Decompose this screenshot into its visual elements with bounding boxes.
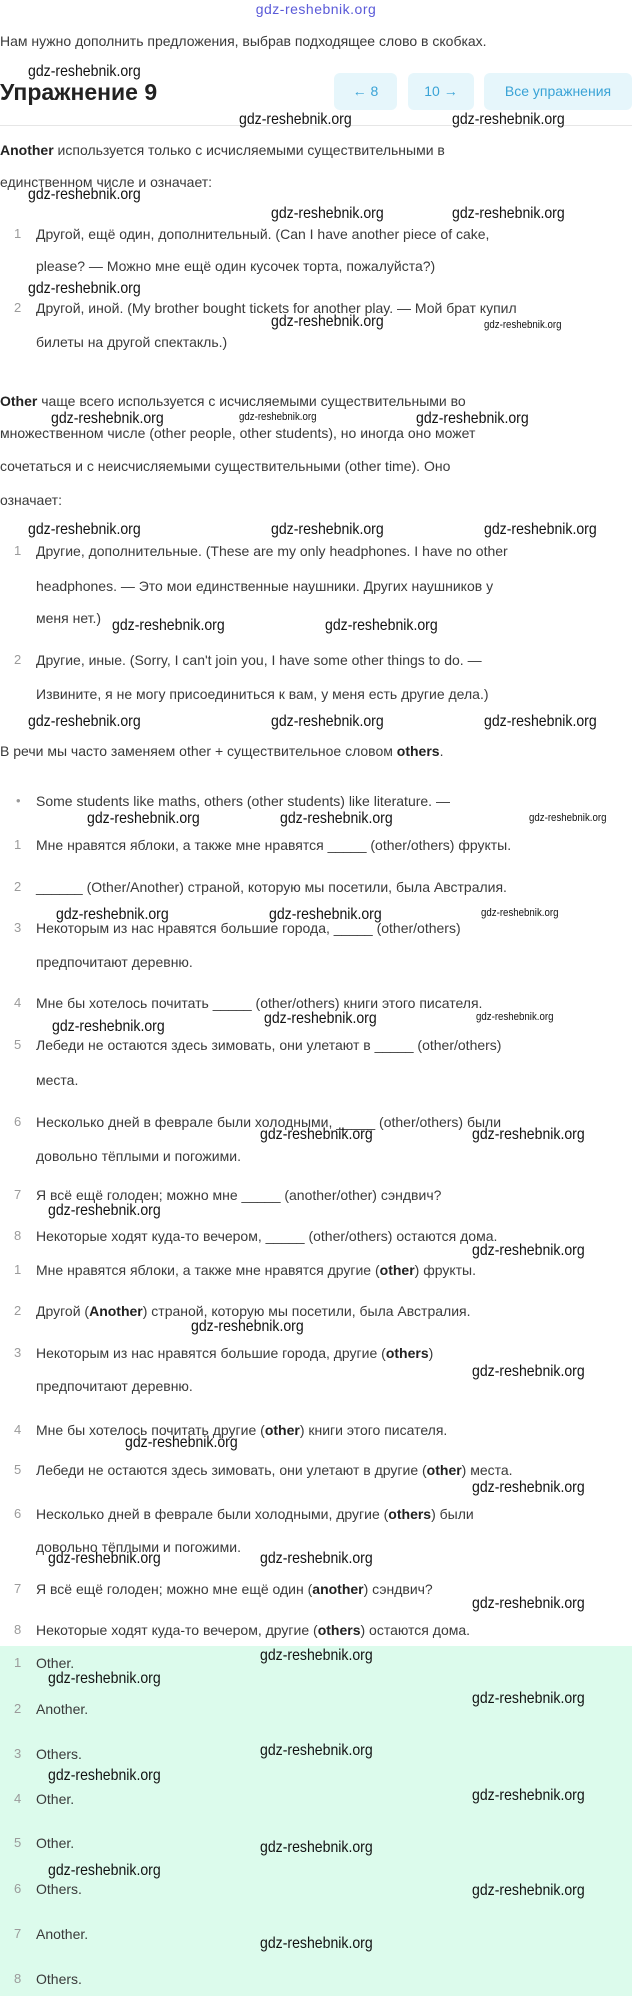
text-segment: довольно тёплыми и погожими. [36, 1148, 241, 1164]
watermark: gdz-reshebnik.org [472, 1479, 585, 1496]
watermark: gdz-reshebnik.org [48, 1550, 161, 1567]
bold-term: other [379, 1262, 415, 1278]
text-segment: меня нет.) [36, 610, 102, 626]
list-item-line [36, 1925, 88, 1943]
item-number: 7 [14, 1926, 22, 1941]
watermark: gdz-reshebnik.org [48, 1202, 161, 1219]
text-segment: please? — Можно мне ещё один кусочек торта, пожалуйста?) [36, 258, 436, 274]
list-item-line [36, 1790, 74, 1808]
watermark: gdz-reshebnik.org [271, 205, 384, 222]
list-item-line [36, 994, 482, 1012]
item-number: 8 [14, 1622, 22, 1637]
task-intro: Нам нужно дополнить предложения, выбрав подходящее слово в скобках. [0, 33, 487, 49]
list-item-line [36, 1745, 82, 1763]
watermark: gdz-reshebnik.org [239, 411, 317, 423]
item-number: 8 [14, 1971, 22, 1986]
text-segment: ) страной, которую мы посетили, была Австралия. [142, 1303, 471, 1319]
prev-exercise-button[interactable]: ← 8 [334, 73, 397, 110]
item-number: 2 [14, 1303, 22, 1318]
text-segment: Мне бы хотелось почитать _____ (other/others) книги этого писателя. [36, 995, 483, 1011]
text-segment: билеты на другой спектакль.) [36, 334, 228, 350]
watermark: gdz-reshebnik.org [476, 1011, 554, 1023]
text-segment: Другой, иной. (My brother bought tickets for another play. — Мой брат купил [36, 300, 517, 316]
text-segment: Лебеди не остаются здесь зимовать, они улетают в другие ( [36, 1462, 427, 1478]
watermark: gdz-reshebnik.org [280, 810, 393, 827]
paragraph-line [0, 392, 466, 410]
bullet: • [16, 793, 21, 808]
item-number: 5 [14, 1835, 22, 1850]
watermark: gdz-reshebnik.org [264, 1010, 377, 1027]
watermark: gdz-reshebnik.org [260, 1126, 373, 1143]
text-segment: Мне нравятся яблоки, а также мне нравятся другие ( [36, 1262, 380, 1278]
watermark: gdz-reshebnik.org [452, 111, 565, 128]
text-segment: Я всё ещё голоден; можно мне _____ (another/other) сэндвич? [36, 1187, 442, 1203]
watermark: gdz-reshebnik.org [472, 1242, 585, 1259]
watermark: gdz-reshebnik.org [48, 1767, 161, 1784]
text-segment: ) сэндвич? [363, 1581, 433, 1597]
item-number: 6 [14, 1114, 22, 1129]
text-segment: ______ (Other/Another) страной, которую мы посетили, была Австралия. [36, 879, 507, 895]
paragraph-line [0, 141, 445, 159]
text-segment: используется только с исчисляемыми существительными в [53, 142, 445, 158]
bold-term: Another [0, 142, 54, 158]
text-segment: Other. [36, 1655, 75, 1671]
watermark: gdz-reshebnik.org [271, 521, 384, 538]
list-item-line [36, 1700, 88, 1718]
watermark: gdz-reshebnik.org [472, 1787, 585, 1804]
watermark: gdz-reshebnik.org [56, 906, 169, 923]
watermark: gdz-reshebnik.org [481, 907, 559, 919]
text-segment: Другие, дополнительные. (These are my only headphones. I have no other [36, 543, 508, 559]
item-number: 1 [14, 226, 22, 241]
watermark: gdz-reshebnik.org [48, 1862, 161, 1879]
list-item-line [36, 878, 507, 896]
text-segment: довольно тёплыми и погожими. [36, 1539, 241, 1555]
watermark: gdz-reshebnik.org [239, 111, 352, 128]
watermark: gdz-reshebnik.org [271, 713, 384, 730]
list-item-line [36, 651, 482, 669]
list-item-line [36, 685, 489, 703]
text-segment: Некоторым из нас нравятся большие города, _____ (other/others) [36, 920, 461, 936]
paragraph-line [0, 491, 62, 509]
text-segment: ) [428, 1345, 434, 1361]
watermark: gdz-reshebnik.org [28, 521, 141, 538]
list-item-line [36, 609, 101, 627]
watermark: gdz-reshebnik.org [484, 713, 597, 730]
watermark: gdz-reshebnik.org [325, 617, 438, 634]
list-item-line [36, 1147, 241, 1165]
text-segment: предпочитают деревню. [36, 1378, 193, 1394]
watermark: gdz-reshebnik.org [484, 319, 562, 331]
text-segment: В речи мы часто заменяем other + существительное словом [0, 743, 397, 759]
item-number: 3 [14, 1746, 22, 1761]
list-item-line [36, 225, 489, 243]
text-segment: Несколько дней в феврале были холодными, _____ (other/others) были [36, 1114, 502, 1130]
watermark: gdz-reshebnik.org [260, 1647, 373, 1664]
watermark: gdz-reshebnik.org [112, 617, 225, 634]
watermark: gdz-reshebnik.org [28, 280, 141, 297]
text-segment: Another. [36, 1926, 89, 1942]
list-item-line [36, 257, 435, 275]
watermark: gdz-reshebnik.org [260, 1935, 373, 1952]
list-item-line [36, 577, 493, 595]
all-exercises-button[interactable]: Все упражнения [484, 73, 632, 110]
watermark: gdz-reshebnik.org [472, 1690, 585, 1707]
list-item-line [36, 1970, 82, 1988]
watermark: gdz-reshebnik.org [28, 186, 141, 203]
watermark: gdz-reshebnik.org [260, 1550, 373, 1567]
item-number: 7 [14, 1187, 22, 1202]
item-number: 1 [14, 1262, 22, 1277]
watermark: gdz-reshebnik.org [87, 810, 200, 827]
list-item-line [36, 1580, 433, 1598]
watermark: gdz-reshebnik.org [452, 205, 565, 222]
bold-term: Another [89, 1303, 143, 1319]
text-segment: чаще всего используется с исчисляемыми существительными во [37, 393, 466, 409]
watermark: gdz-reshebnik.org [52, 1018, 165, 1035]
list-item-line [36, 792, 450, 810]
item-number: 4 [14, 1791, 22, 1806]
text-segment: сочетаться и с неисчисляемыми существительными (other time). Оно [0, 458, 451, 474]
text-segment: означает: [0, 492, 62, 508]
bold-term: another [312, 1581, 364, 1597]
list-item-line [36, 1834, 74, 1852]
watermark: gdz-reshebnik.org [28, 63, 141, 80]
item-number: 4 [14, 1422, 22, 1437]
bold-term: Other [0, 393, 38, 409]
text-segment: единственном числе и означает: [0, 174, 213, 190]
watermark: gdz-reshebnik.org [472, 1126, 585, 1143]
watermark: gdz-reshebnik.org [125, 1434, 238, 1451]
item-number: 7 [14, 1581, 22, 1596]
paragraph-line [0, 457, 450, 475]
text-segment: Other. [36, 1791, 75, 1807]
text-segment: Я всё ещё голоден; можно мне ещё один ( [36, 1581, 313, 1597]
watermark: gdz-reshebnik.org [529, 812, 607, 824]
text-segment: ) книги этого писателя. [299, 1422, 448, 1438]
watermark: gdz-reshebnik.org [260, 1742, 373, 1759]
text-segment: ) места. [461, 1462, 513, 1478]
watermark: gdz-reshebnik.org [28, 713, 141, 730]
list-item-line [36, 542, 508, 560]
list-item-line [36, 1344, 433, 1362]
list-item-line [36, 836, 511, 854]
text-segment: Несколько дней в феврале были холодными, другие ( [36, 1506, 389, 1522]
text-segment: Некоторым из нас нравятся большие города, другие ( [36, 1345, 386, 1361]
site-watermark: gdz-reshebnik.org [255, 1, 377, 17]
watermark: gdz-reshebnik.org [269, 906, 382, 923]
text-segment: Лебеди не остаются здесь зимовать, они улетают в _____ (other/others) [36, 1037, 502, 1053]
watermark: gdz-reshebnik.org [472, 1363, 585, 1380]
list-item-line [36, 1421, 447, 1439]
watermark: gdz-reshebnik.org [484, 521, 597, 538]
list-item-line [36, 1036, 501, 1054]
text-segment: предпочитают деревню. [36, 954, 193, 970]
list-item-line [36, 1880, 82, 1898]
text-segment: Некоторые ходят куда-то вечером, _____ (other/others) остаются дома. [36, 1228, 498, 1244]
text-segment: Извините, я не могу присоединиться к вам, у меня есть другие дела.) [36, 686, 489, 702]
watermark: gdz-reshebnik.org [472, 1595, 585, 1612]
text-segment: Others. [36, 1881, 82, 1897]
item-number: 8 [14, 1228, 22, 1243]
item-number: 1 [14, 1655, 22, 1670]
text-segment: ) были [431, 1506, 474, 1522]
list-item-line [36, 1261, 476, 1279]
text-segment: ) остаются дома. [360, 1622, 471, 1638]
item-number: 3 [14, 920, 22, 935]
text-segment: ) фрукты. [414, 1262, 476, 1278]
item-number: 3 [14, 1345, 22, 1360]
list-item-line [36, 1377, 193, 1395]
item-number: 1 [14, 837, 22, 852]
list-item-line [36, 1505, 474, 1523]
bold-term: other [264, 1422, 300, 1438]
text-segment: Другой, ещё один, дополнительный. (Can I have another piece of cake, [36, 226, 490, 242]
text-segment: Другие, иные. (Sorry, I can't join you, I have some other things to do. — [36, 652, 482, 668]
text-segment: Мне бы хотелось почитать другие ( [36, 1422, 265, 1438]
text-segment: headphones. — Это мои единственные наушники. Других наушников у [36, 578, 494, 594]
list-item-line [36, 1071, 78, 1089]
bold-term: others [388, 1506, 432, 1522]
text-segment: Another. [36, 1701, 89, 1717]
bold-term: others [396, 743, 440, 759]
text-segment: Другой ( [36, 1303, 90, 1319]
item-number: 2 [14, 300, 22, 315]
item-number: 1 [14, 543, 22, 558]
watermark: gdz-reshebnik.org [191, 1318, 304, 1335]
text-segment: Others. [36, 1971, 82, 1987]
text-segment: Others. [36, 1746, 82, 1762]
item-number: 6 [14, 1506, 22, 1521]
list-item-line [36, 1461, 513, 1479]
list-item-line [36, 1621, 470, 1639]
item-number: 2 [14, 1701, 22, 1716]
text-segment: Some students like maths, others (other students) like literature. — [36, 793, 450, 809]
paragraph-line [0, 742, 443, 760]
list-item-line [36, 333, 227, 351]
text-segment: Other. [36, 1835, 75, 1851]
item-number: 4 [14, 995, 22, 1010]
bold-term: others [317, 1622, 361, 1638]
watermark: gdz-reshebnik.org [416, 410, 529, 427]
text-segment: множественном числе (other people, other students), но иногда оно может [0, 425, 476, 441]
bold-term: others [385, 1345, 429, 1361]
item-number: 5 [14, 1037, 22, 1052]
watermark: gdz-reshebnik.org [51, 410, 164, 427]
text-segment: Некоторые ходят куда-то вечером, другие ( [36, 1622, 318, 1638]
list-item-line [36, 1227, 497, 1245]
item-number: 6 [14, 1881, 22, 1896]
item-number: 2 [14, 652, 22, 667]
text-segment: . [439, 743, 444, 759]
watermark: gdz-reshebnik.org [271, 313, 384, 330]
bold-term: other [426, 1462, 462, 1478]
item-number: 5 [14, 1462, 22, 1477]
watermark: gdz-reshebnik.org [260, 1839, 373, 1856]
next-exercise-button[interactable]: 10 → [408, 73, 474, 110]
page-title: Упражнение 9 [0, 79, 158, 105]
watermark: gdz-reshebnik.org [472, 1882, 585, 1899]
text-segment: Мне нравятся яблоки, а также мне нравятся _____ (other/others) фрукты. [36, 837, 512, 853]
item-number: 2 [14, 879, 22, 894]
text-segment: места. [36, 1072, 79, 1088]
list-item-line [36, 953, 193, 971]
watermark: gdz-reshebnik.org [48, 1670, 161, 1687]
